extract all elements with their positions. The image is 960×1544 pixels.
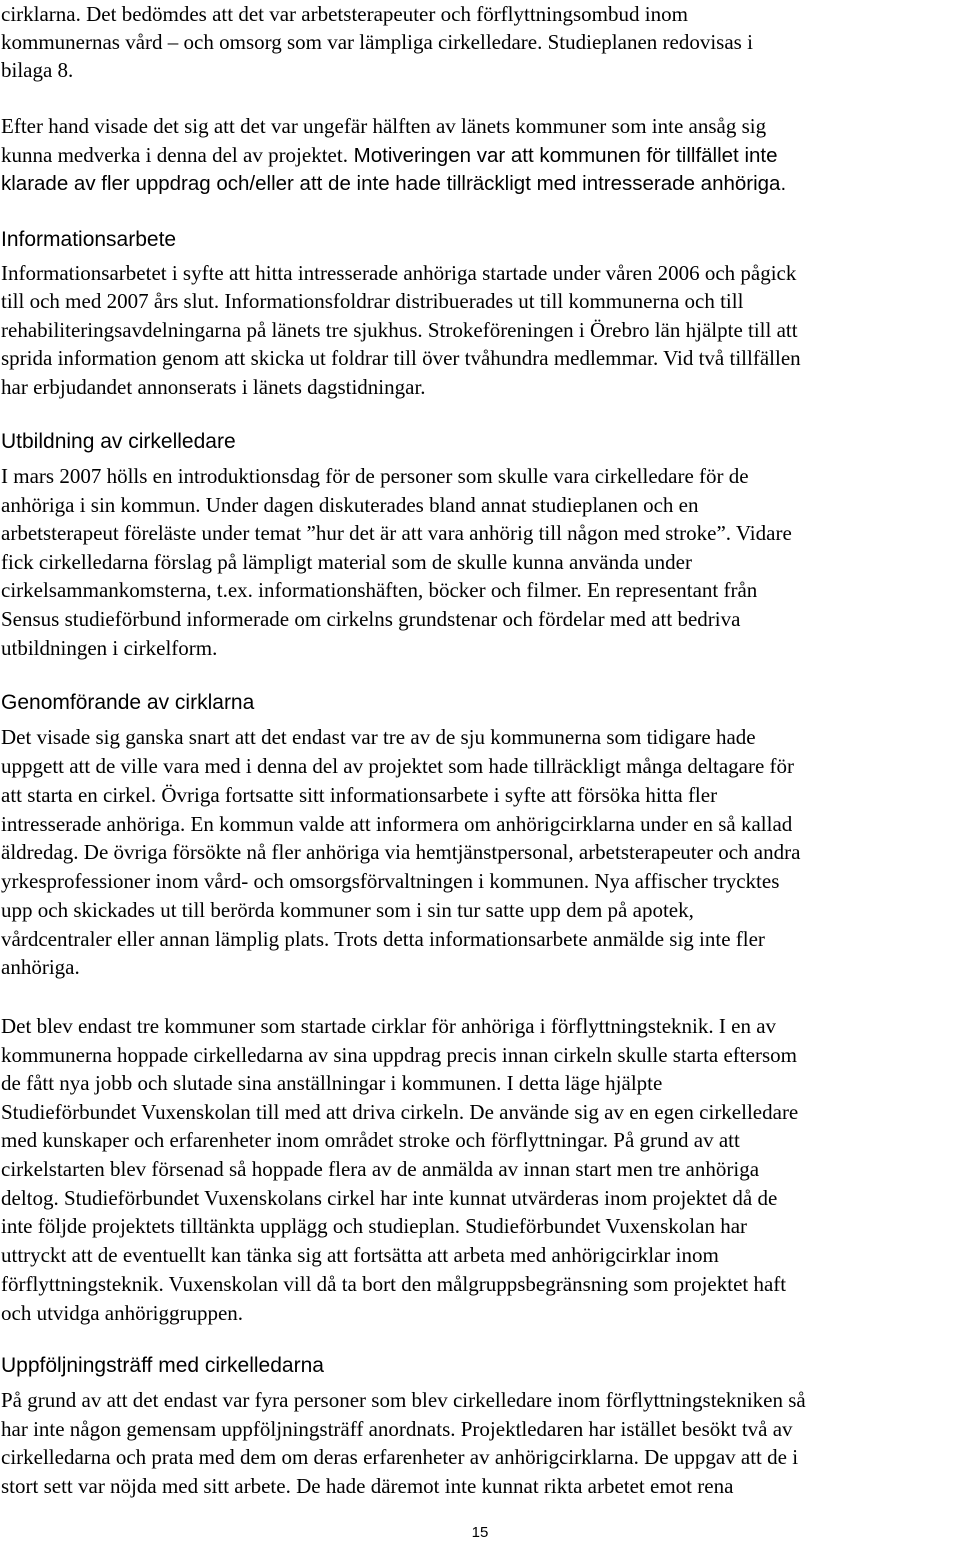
body-text-line: upp och skickades ut till berörda kommuner som i sin tur satte upp dem på apotek,: [1, 898, 694, 922]
body-text-line: Sensus studieförbund informerade om cirkelns grundstenar och fördelar med att bedriva: [1, 607, 741, 631]
body-text-line: Det blev endast tre kommuner som startade cirklar för anhöriga i förflyttningsteknik. I en av: [1, 1014, 777, 1038]
body-text-line: cirkelstarten blev försenad så hoppade flera av de anmälda av innan start men tre anhöriga: [1, 1157, 760, 1181]
body-text-line: yrkesprofessioner inom vård- och omsorgsförvaltningen i kommunen. Nya affischer trycktes: [1, 869, 780, 893]
body-text-line: kommunernas vård – och omsorg som var lämpliga cirkelledare. Studieplanen redovisas i: [1, 30, 753, 54]
body-text-line: deltog. Studieförbundet Vuxenskolans cirkel har inte kunnat utvärderas inom projektet då de: [1, 1186, 778, 1210]
section-heading-uppfoljningstraff: Uppföljningsträff med cirkelledarna: [1, 1354, 324, 1377]
body-text-line: och utvidga anhöriggruppen.: [1, 1301, 244, 1325]
body-text-line: utbildningen i cirkelform.: [1, 636, 218, 660]
body-text-segment: kunna medverka i denna del av projektet.: [1, 143, 348, 167]
body-text-line: rehabiliteringsavdelningarna på länets tre sjukhus. Strokeföreningen i Örebro län hjälpte till att: [1, 318, 798, 342]
body-text-line: arbetsterapeut föreläste under temat ”hur det är att vara anhörig till någon med stroke”. Vidare: [1, 521, 792, 545]
body-text-line: till och med 2007 års slut. Informationsfoldrar distribuerades ut till kommunerna och till: [1, 289, 744, 313]
body-text-line: Studieförbundet Vuxenskolan till med att driva cirkeln. De använde sig av en egen cirkelledare: [1, 1100, 799, 1124]
body-text-line: inte följde projektets tilltänkta upplägg och studieplan. Studieförbundet Vuxenskolan har: [1, 1214, 748, 1238]
body-text-line: Efter hand visade det sig att det var ungefär hälften av länets kommuner som inte ansåg sig: [1, 114, 767, 138]
body-text-line: cirkelsammankomsterna, t.ex. informationshäften, böcker och filmer. En representant från: [1, 578, 758, 602]
body-text-line: att starta en cirkel. Övriga fortsatte sitt informationsarbete i syfte att försöka hitta fler: [1, 783, 718, 807]
body-text-line: Informationsarbetet i syfte att hitta intresserade anhöriga startade under våren 2006 och pågick: [1, 261, 797, 285]
body-text-line: anhöriga i sin kommun. Under dagen diskuterades bland annat studieplanen och en: [1, 493, 699, 517]
body-text-line: äldredag. De övriga försökte nå fler anhöriga via hemtjänstpersonal, arbetsterapeuter och andra: [1, 840, 801, 864]
body-text-line: har erbjudandet annonserats i länets dagstidningar.: [1, 375, 426, 399]
body-text-line: anhöriga.: [1, 955, 80, 979]
body-text-line: cirkelledarna och prata med dem om deras erfarenheter av anhörigcirklarna. De uppgav att de i: [1, 1445, 799, 1469]
section-heading-utbildning: Utbildning av cirkelledare: [1, 430, 236, 453]
body-text-line: med kunskaper och erfarenheter inom området stroke och förflyttningar. På grund av att: [1, 1128, 740, 1152]
body-text-line: I mars 2007 hölls en introduktionsdag för de personer som skulle vara cirkelledare för de: [1, 464, 749, 488]
page-number: 15: [471, 1524, 489, 1541]
body-text-line: klarade av fler uppdrag och/eller att de inte hade tillräckligt med intresserade anhöriga.: [1, 172, 787, 195]
body-text-line: intresserade anhöriga. En kommun valde att informera om anhörigcirklarna under en så kallad: [1, 812, 793, 836]
body-text-line: På grund av att det endast var fyra personer som blev cirkelledare inom förflyttningstekniken så: [1, 1388, 806, 1412]
body-text-segment: Motiveringen var att kommunen för tillfället inte: [347, 144, 778, 167]
body-text-line: har inte någon gemensam uppföljningsträff anordnats. Projektledaren har istället besökt två av: [1, 1417, 793, 1441]
section-heading-genomforande: Genomförande av cirklarna: [1, 691, 255, 714]
body-text-line: de fått nya jobb och slutade sina anställningar i kommunen. I detta läge hjälpte: [1, 1071, 663, 1095]
body-text-line: fick cirkelledarna förslag på lämpligt material som de skulle kunna använda under: [1, 550, 693, 574]
body-text-line: uppgett att de ville vara med i denna del av projektet som hade tillräckligt många deltagare för: [1, 754, 795, 778]
body-text-line: sprida information genom att skicka ut foldrar till över tvåhundra medlemmar. Vid två tillfällen: [1, 346, 801, 370]
body-text-line: förflyttningsteknik. Vuxenskolan vill då ta bort den målgruppsbegränsning som projektet haft: [1, 1272, 787, 1296]
body-text-line: stort sett var nöjda med sitt arbete. De hade däremot inte kunnat rikta arbetet emot rena: [1, 1474, 734, 1498]
body-text-line: [1, 141, 778, 170]
body-text-line: kommunerna hoppade cirkelledarna av sina uppdrag precis innan cirkeln skulle starta eftersom: [1, 1043, 797, 1067]
body-text-line: vårdcentraler eller annan lämplig plats. Trots detta informationsarbete anmälde sig inte fler: [1, 927, 765, 951]
body-text-line: uttryckt att de eventuellt kan tänka sig att fortsätta att arbeta med anhörigcirklar inom: [1, 1243, 719, 1267]
body-text-line: bilaga 8.: [1, 58, 74, 82]
body-text-line: cirklarna. Det bedömdes att det var arbetsterapeuter och förflyttningsombud inom: [1, 2, 688, 26]
section-heading-informationsarbete: Informationsarbete: [1, 228, 177, 251]
body-text-line: Det visade sig ganska snart att det endast var tre av de sju kommunerna som tidigare hade: [1, 725, 756, 749]
